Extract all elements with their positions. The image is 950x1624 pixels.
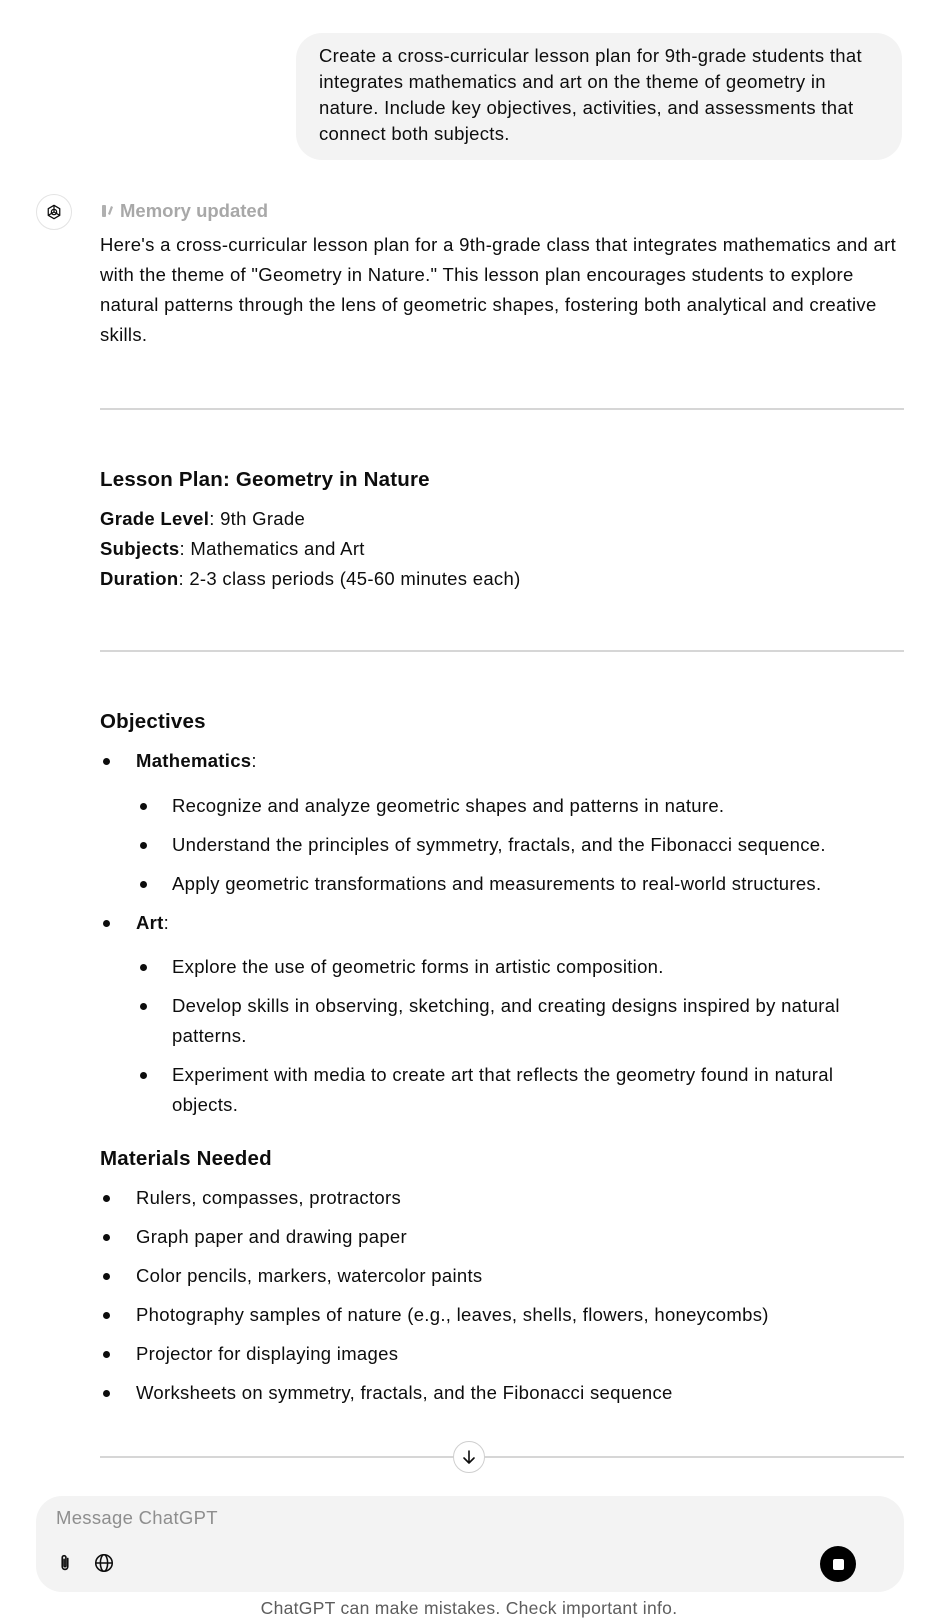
- message-composer: [36, 1496, 904, 1592]
- math-objective: Recognize and analyze geometric shapes and patterns in nature.: [172, 795, 725, 816]
- globe-icon: [93, 1552, 115, 1574]
- list-item: [136, 746, 896, 776]
- user-message-bubble: Create a cross-curricular lesson plan for 9th-grade students that integrates mathematics and art on the theme of geometry in nature. Include key objectives, activities, and assessments that connect both subjects.: [296, 33, 902, 160]
- list-item: [172, 991, 898, 1051]
- list-item: [172, 1060, 898, 1120]
- list-item: [172, 791, 898, 821]
- bullet: [140, 1072, 147, 1079]
- memory-updated-label: Memory updated: [120, 200, 269, 221]
- assistant-intro: [100, 230, 904, 350]
- list-item: [172, 869, 898, 899]
- bullet: [140, 842, 147, 849]
- disclaimer-text: ChatGPT can make mistakes. Check important info.: [260, 1598, 678, 1618]
- bullet: [103, 1195, 110, 1202]
- divider: [100, 650, 904, 652]
- divider: [100, 1456, 904, 1458]
- material-item: Projector for displaying images: [136, 1343, 399, 1364]
- math-objective: Apply geometric transformations and measurements to real-world structures.: [172, 873, 822, 894]
- bullet: [140, 803, 147, 810]
- message-input[interactable]: [54, 1506, 818, 1530]
- duration-value: : 2-3 class periods (45-60 minutes each): [178, 568, 521, 589]
- list-item: [136, 1261, 896, 1291]
- assistant-avatar: [36, 194, 72, 230]
- bullet: [103, 1273, 110, 1280]
- math-objective: Understand the principles of symmetry, fractals, and the Fibonacci sequence.: [172, 834, 826, 855]
- material-item: Worksheets on symmetry, fractals, and the Fibonacci sequence: [136, 1382, 673, 1403]
- grade-level-line: [100, 506, 305, 532]
- art-label: Art: [136, 912, 164, 933]
- subjects-label: Subjects: [100, 538, 180, 559]
- materials-heading: Materials Needed: [100, 1147, 272, 1170]
- art-objective: Explore the use of geometric forms in artistic composition.: [172, 956, 664, 977]
- art-objective: Experiment with media to create art that reflects the geometry found in natural objects.: [172, 1064, 834, 1115]
- bullet: [103, 920, 110, 927]
- list-item: [136, 1378, 896, 1408]
- material-item: Rulers, compasses, protractors: [136, 1187, 402, 1208]
- plan-title: Lesson Plan: Geometry in Nature: [100, 468, 430, 491]
- bullet: [103, 1351, 110, 1358]
- material-item: Graph paper and drawing paper: [136, 1226, 407, 1247]
- list-item: [136, 908, 896, 938]
- paperclip-icon: [54, 1552, 76, 1574]
- material-item: Color pencils, markers, watercolor paints: [136, 1265, 483, 1286]
- objectives-heading: Objectives: [100, 710, 206, 733]
- memory-pencil-icon: [100, 203, 114, 219]
- intro-paragraph: Here's a cross-curricular lesson plan for a 9th-grade class that integrates mathematics and art with the theme of "Geometry in Nature." This lesson plan encourages students to explore natural patterns through the lens of geometric shapes, fostering both analytical and creative skills.: [100, 234, 897, 345]
- bullet: [103, 1234, 110, 1241]
- material-item: Photography samples of nature (e.g., leaves, shells, flowers, honeycombs): [136, 1304, 769, 1325]
- duration-line: [100, 566, 521, 592]
- list-item: [136, 1339, 896, 1369]
- bullet: [140, 881, 147, 888]
- subjects-value: : Mathematics and Art: [179, 538, 365, 559]
- attach-button[interactable]: [52, 1550, 78, 1576]
- bullet: [140, 1003, 147, 1010]
- list-item: [136, 1222, 896, 1252]
- duration-label: Duration: [100, 568, 179, 589]
- web-search-button[interactable]: [91, 1550, 117, 1576]
- list-item: [172, 952, 898, 982]
- bullet: [103, 1312, 110, 1319]
- divider: [100, 408, 904, 410]
- list-item: [136, 1183, 896, 1213]
- memory-updated-status[interactable]: [100, 198, 268, 224]
- stop-generating-button[interactable]: [820, 1546, 856, 1582]
- bullet: [103, 758, 110, 765]
- grade-level-label: Grade Level: [100, 508, 210, 529]
- stop-icon: [833, 1559, 844, 1570]
- list-item: [172, 830, 898, 860]
- subjects-line: [100, 536, 365, 562]
- bullet: [140, 964, 147, 971]
- colon: :: [251, 750, 257, 771]
- mathematics-label: Mathematics: [136, 750, 252, 771]
- list-item: [136, 1300, 896, 1330]
- colon: :: [163, 912, 170, 933]
- bullet: [103, 1390, 110, 1397]
- arrow-down-icon: [461, 1449, 477, 1465]
- art-objective: Develop skills in observing, sketching, and creating designs inspired by natural patterns.: [172, 995, 840, 1046]
- openai-logo-icon: [44, 202, 64, 222]
- scroll-to-bottom-button[interactable]: [453, 1441, 485, 1473]
- grade-level-value: : 9th Grade: [209, 508, 306, 529]
